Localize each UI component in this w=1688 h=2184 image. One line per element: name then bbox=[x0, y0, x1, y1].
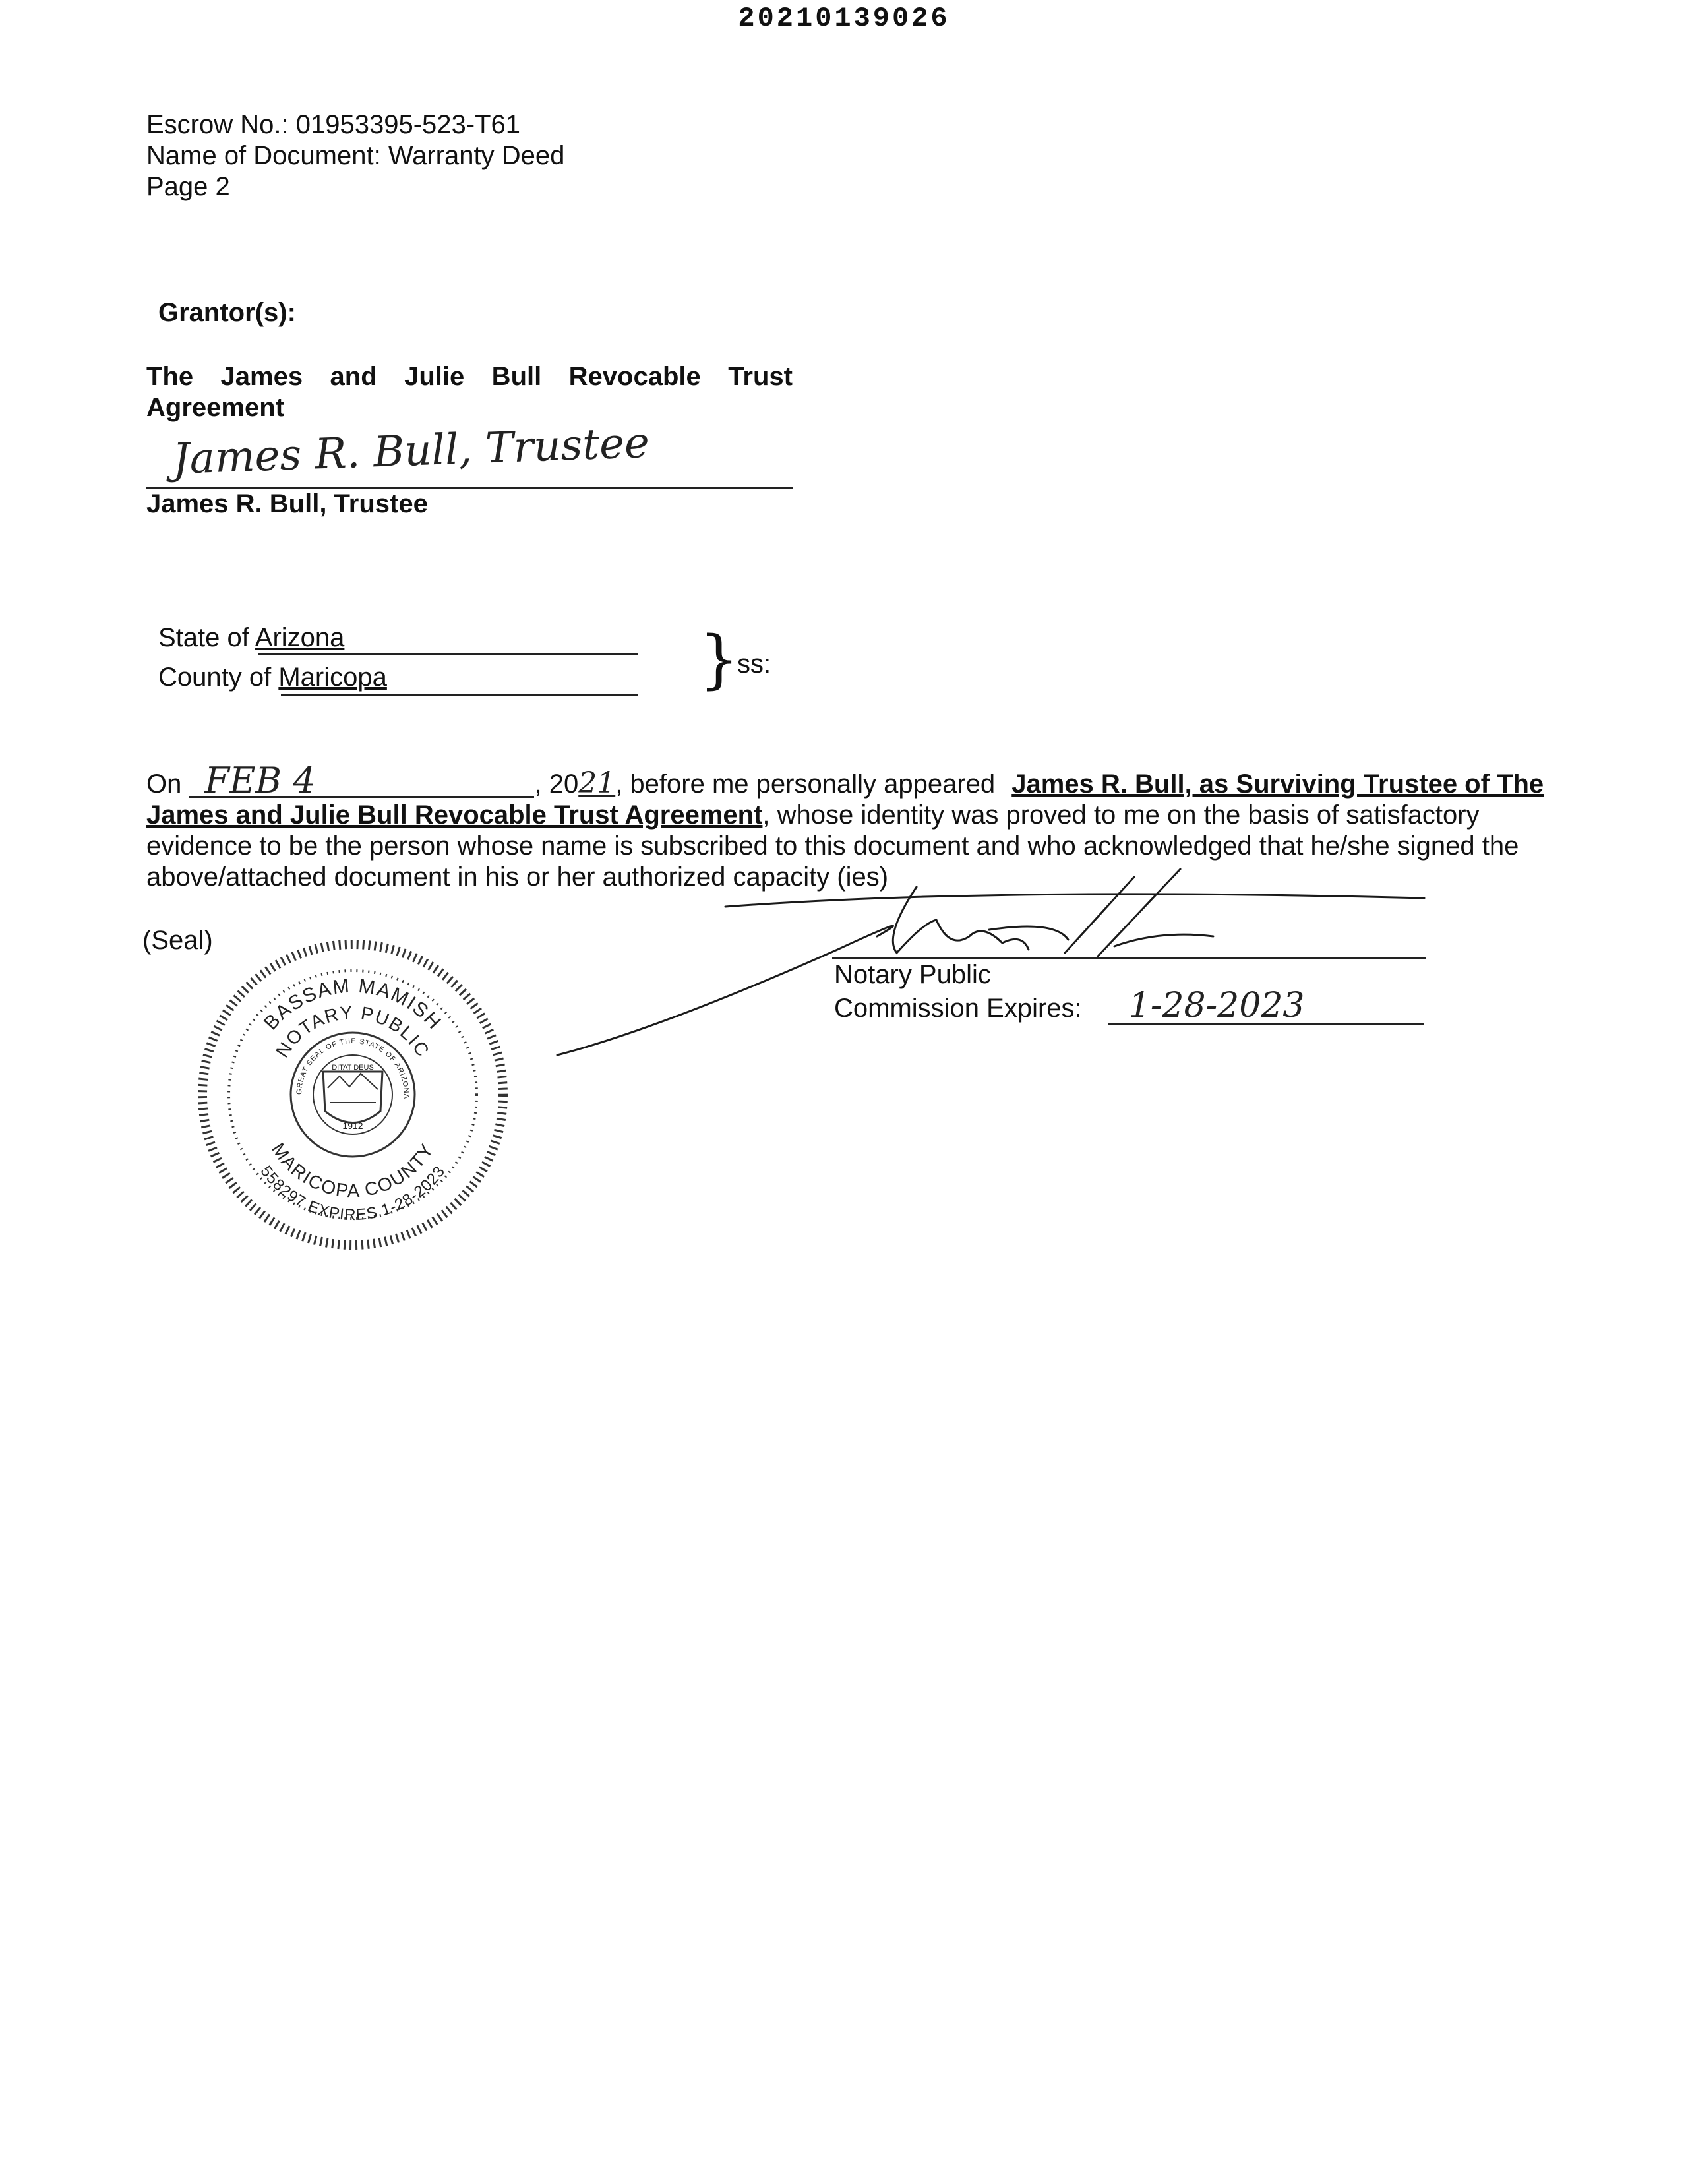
year-prefix: , 20 bbox=[534, 770, 579, 799]
grantor-label: Grantor(s): bbox=[158, 298, 296, 327]
notary-title: Notary Public bbox=[834, 960, 991, 989]
seal-year: 1912 bbox=[342, 1120, 363, 1131]
page-number: Page 2 bbox=[146, 172, 230, 201]
seal-great-seal: GREAT SEAL OF THE STATE OF ARIZONA bbox=[295, 1037, 411, 1100]
seal-county: MARICOPA COUNTY bbox=[268, 1139, 438, 1201]
notary-block bbox=[834, 959, 1305, 1024]
county-label: County of bbox=[158, 663, 272, 692]
escrow-label: Escrow No.: bbox=[146, 110, 289, 139]
seal-expires: 558297 EXPIRES 1-28-2023 bbox=[256, 1163, 449, 1225]
commission-line bbox=[834, 986, 1305, 1025]
document-name-value: Warranty Deed bbox=[388, 141, 565, 170]
on-label: On bbox=[146, 770, 182, 799]
commission-date: 1-28-2023 bbox=[1128, 986, 1305, 1025]
commission-underline bbox=[1108, 1023, 1424, 1025]
seal-title: NOTARY PUBLIC bbox=[272, 1002, 434, 1062]
seal-name: BASSAM MAMISH bbox=[259, 975, 446, 1035]
venue-brace: } bbox=[699, 622, 740, 696]
seal-motto: DITAT DEUS bbox=[332, 1064, 374, 1072]
acknowledgment-date: FEB 4 bbox=[189, 765, 534, 798]
signer-name: James R. Bull, Trustee bbox=[146, 489, 428, 518]
recording-number: 20210139026 bbox=[738, 3, 950, 34]
county-value: Maricopa bbox=[278, 663, 387, 692]
svg-text:BASSAM MAMISH bbox=[260, 975, 446, 1035]
notary-seal bbox=[188, 930, 518, 1259]
escrow-value: 01953395-523-T61 bbox=[295, 110, 521, 139]
document-name-label: Name of Document: bbox=[146, 141, 381, 170]
grantor-signature: James R. Bull, Trustee bbox=[171, 418, 650, 484]
ss-label: ss: bbox=[737, 650, 771, 679]
state-label: State of bbox=[158, 623, 249, 652]
commission-label: Commission Expires: bbox=[834, 994, 1082, 1023]
acknowledgment-year: 21 bbox=[578, 766, 616, 800]
appeared-name: James R. Bull, as Surviving Trustee of The James and Julie Bull Revocable Trust Agreement bbox=[146, 770, 1544, 830]
trust-name: The James and Julie Bull Revocable Trust Agreement bbox=[146, 362, 793, 422]
seal-label: (Seal) bbox=[142, 926, 213, 955]
acknowledgment-text-1: , before me personally appeared bbox=[615, 770, 996, 799]
state-value: Arizona bbox=[255, 623, 345, 652]
acknowledgment-text-2: , whose identity was proved to me on the basis of satisfactory evidence to be the person whose name is subscribed to this document and who acknowledged that he/she signed the above/attached document in his or her authorized capacity (ies) bbox=[146, 801, 1519, 892]
